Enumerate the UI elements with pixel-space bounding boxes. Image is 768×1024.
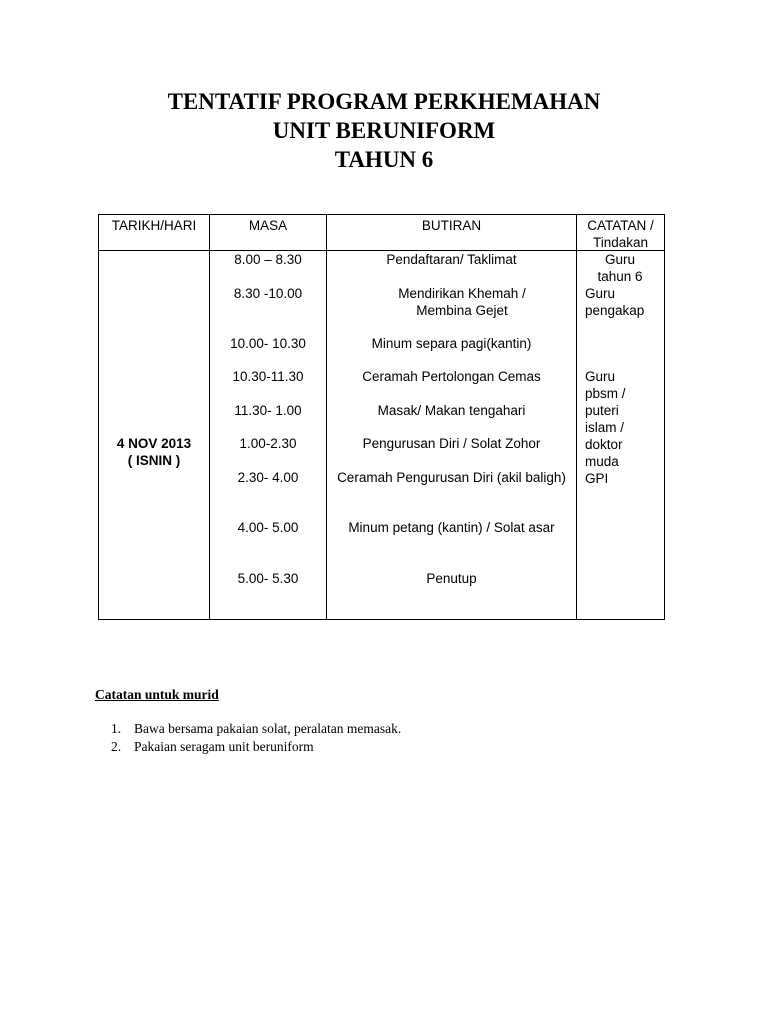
masa-cell: 2.30- 4.00 <box>237 470 299 485</box>
table-border-top <box>98 214 665 215</box>
butiran-cell: Minum petang (kantin) / Solat asar <box>348 520 555 535</box>
table-border-left <box>98 214 99 620</box>
masa-cell: 4.00- 5.00 <box>237 520 299 535</box>
masa-cell: 5.00- 5.30 <box>237 571 299 586</box>
butiran-cell: Ceramah Pertolongan Cemas <box>362 369 541 384</box>
table-border-right <box>664 214 665 620</box>
table-border-bottom <box>98 619 665 620</box>
butiran-cell: Penutup <box>426 571 477 586</box>
butiran-cell: Pengurusan Diri / Solat Zohor <box>362 436 541 451</box>
catatan-cell: Guru pbsm / puteri islam / doktor muda GPI <box>585 369 626 486</box>
note-number: 2. <box>111 739 122 754</box>
schedule-table <box>98 214 665 620</box>
notes-heading: Catatan untuk murid <box>95 687 219 702</box>
masa-cell: 10.30-11.30 <box>232 369 304 384</box>
catatan-cell: Guru tahun 6 <box>597 252 643 284</box>
masa-cell: 1.00-2.30 <box>239 436 297 451</box>
day-cell: ( ISNIN ) <box>127 453 181 468</box>
note-number: 1. <box>111 721 122 736</box>
butiran-cell: Mendirikan Khemah / Membina Gejet <box>398 286 526 318</box>
masa-cell: 11.30- 1.00 <box>234 403 302 418</box>
masa-cell: 8.00 – 8.30 <box>234 252 302 267</box>
title-line-2: UNIT BERUNIFORM <box>272 118 496 143</box>
masa-cell: 10.00- 10.30 <box>230 336 306 351</box>
title-line-1: TENTATIF PROGRAM PERKHEMAHAN <box>167 89 601 114</box>
date-cell: 4 NOV 2013 <box>116 436 192 451</box>
catatan-cell: Guru pengakap <box>585 286 645 318</box>
note-text: Bawa bersama pakaian solat, peralatan memasak. <box>134 721 402 736</box>
butiran-cell: Masak/ Makan tengahari <box>377 403 526 418</box>
column-divider-3 <box>576 214 577 620</box>
masa-cell: 8.30 -10.00 <box>233 286 303 301</box>
header-tarikh-hari: TARIKH/HARI <box>111 218 197 233</box>
header-butiran: BUTIRAN <box>421 218 482 233</box>
header-catatan: CATATAN / Tindakan <box>587 218 654 250</box>
butiran-cell: Minum separa pagi(kantin) <box>371 336 532 351</box>
header-masa: MASA <box>248 218 288 233</box>
butiran-cell: Ceramah Pengurusan Diri (akil baligh) <box>337 470 566 485</box>
butiran-cell: Pendaftaran/ Taklimat <box>386 252 517 267</box>
note-text: Pakaian seragam unit beruniform <box>134 739 314 754</box>
title-line-3: TAHUN 6 <box>334 147 434 172</box>
